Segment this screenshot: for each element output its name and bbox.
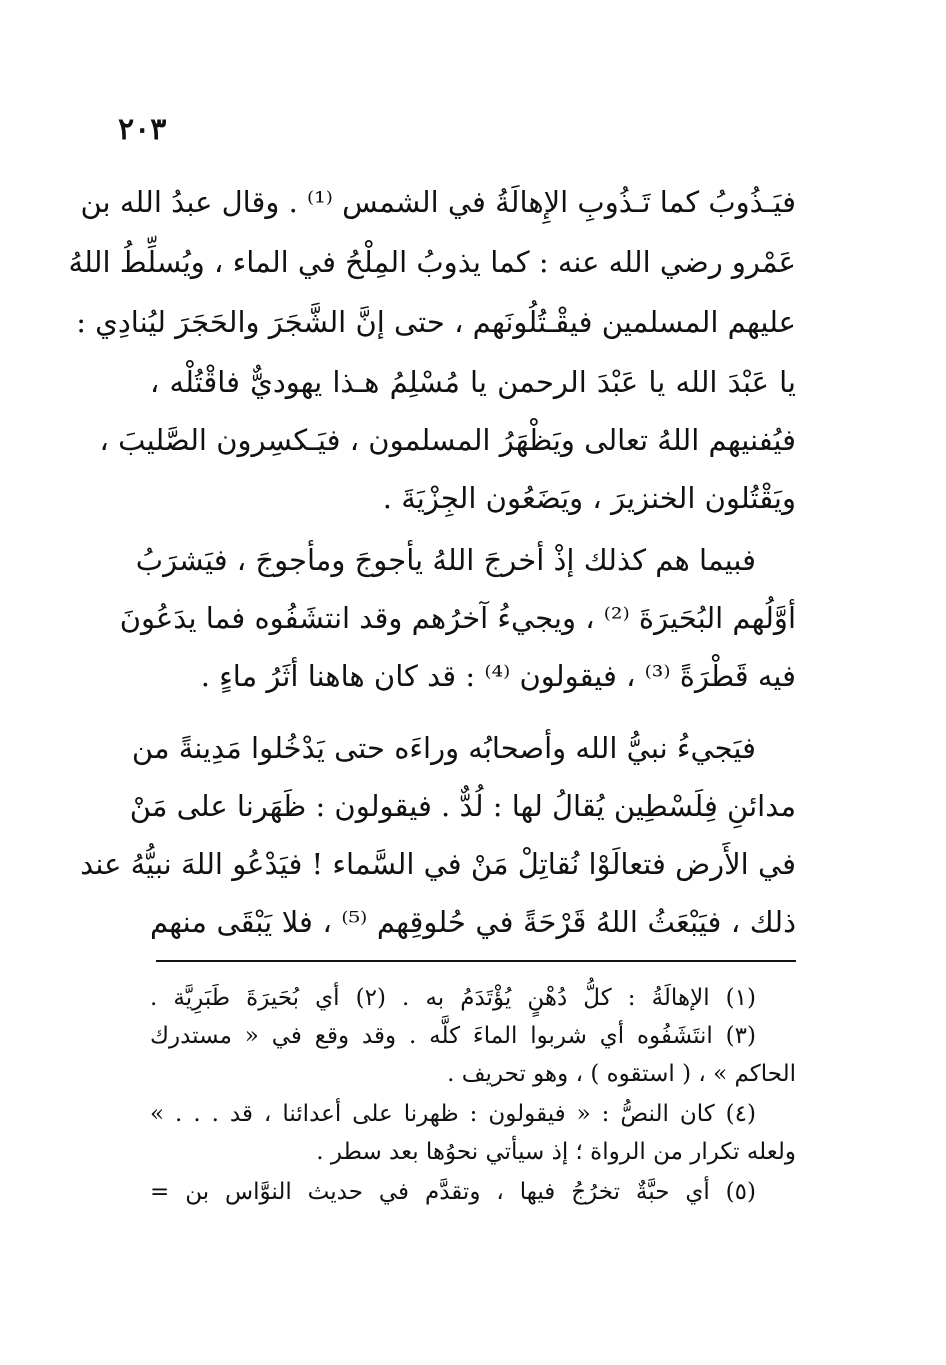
body-line: يا عَبْدَ الله يا عَبْدَ الرحمن يا مُسْلِمُ هـذا يهوديٌّ فاقْتُلْه ، bbox=[150, 365, 796, 399]
body-line: عليهم المسلمين فيقْـتُلُونَهم ، حتى إنَّ الشَّجَرَ والحَجَرَ ليُنادِي : bbox=[76, 305, 796, 339]
body-line: فيَـذُوبُ كما تَـذُوبِ الإِهالَةُ في الشمس ⁽¹⁾ . وقال عبدُ الله بن bbox=[80, 185, 796, 219]
footnote-line: (٥) أي حبَّةٌ تخرُجُ فيها ، وتقدَّم في حديث النوَّاس بن = bbox=[150, 1179, 756, 1205]
footnote-line: (١) الإهالَةُ : كلُّ دُهْنٍ يُؤْتَدَمُ به . (٢) أي بُحَيرَةَ طَبَرِيَّة . bbox=[150, 985, 756, 1011]
body-line: مدائنِ فِلَسْطِين يُقالُ لها : لُدٌّ . فيقولون : ظَهَرنا على مَنْ bbox=[129, 789, 796, 823]
footnote-divider bbox=[156, 960, 796, 962]
footnote-line: ولعله تكرار من الرواة ؛ إذ سيأتي نحوُها بعد سطر . bbox=[316, 1139, 796, 1165]
body-line: فبيما هم كذلك إذْ أخرجَ اللهُ يأجوجَ ومأجوجَ ، فيَشرَبُ bbox=[135, 543, 756, 577]
body-line: ويَقْتُلون الخنزيرَ ، ويَضَعُون الجِزْيَةَ . bbox=[382, 481, 796, 515]
body-line: فيه قَطْرَةً ⁽³⁾ ، فيقولون ⁽⁴⁾ : قد كان هاهنا أثَرُ ماءٍ . bbox=[200, 659, 796, 693]
footnote-line: الحاكم » ، ( استقوه ) ، وهو تحريف . bbox=[447, 1061, 796, 1087]
body-line: فيَجيءُ نبيُّ الله وأصحابُه وراءَه حتى يَدْخُلوا مَدِينةً من bbox=[131, 731, 756, 765]
page-number: ٢٠٣ bbox=[118, 112, 167, 147]
body-line: فيُفنيهم اللهُ تعالى ويَظْهَرُ المسلمون ، فيَـكسِرون الصَّليبَ ، bbox=[99, 423, 796, 457]
body-line: أوَّلُهم البُحَيرَةَ ⁽²⁾ ، ويجيءُ آخرُهم وقد انتشَفُوه فما يدَعُونَ bbox=[119, 601, 796, 635]
footnote-line: (٤) كان النصُّ : « فيقولون : ظهرنا على أعدائنا ، قد . . . » bbox=[150, 1101, 756, 1127]
body-line: عَمْرو رضي الله عنه : كما يذوبُ المِلْحُ في الماء ، ويُسلِّطُ اللهُ bbox=[68, 245, 796, 279]
body-line: في الأَرض فتعالَوْا نُقاتِلْ مَنْ في السَّماء ! فيَدْعُو اللهَ نبيُّهُ عند bbox=[80, 847, 796, 881]
footnote-line: (٣) انتَشَفُوه أي شربوا الماءَ كلَّه . وقد وقع في « مستدرك bbox=[150, 1023, 756, 1049]
body-line: ذلك ، فيَبْعَثُ اللهُ قَرْحَةً في حُلوقِهم ⁽⁵⁾ ، فلا يَبْقَى منهم bbox=[150, 905, 796, 939]
